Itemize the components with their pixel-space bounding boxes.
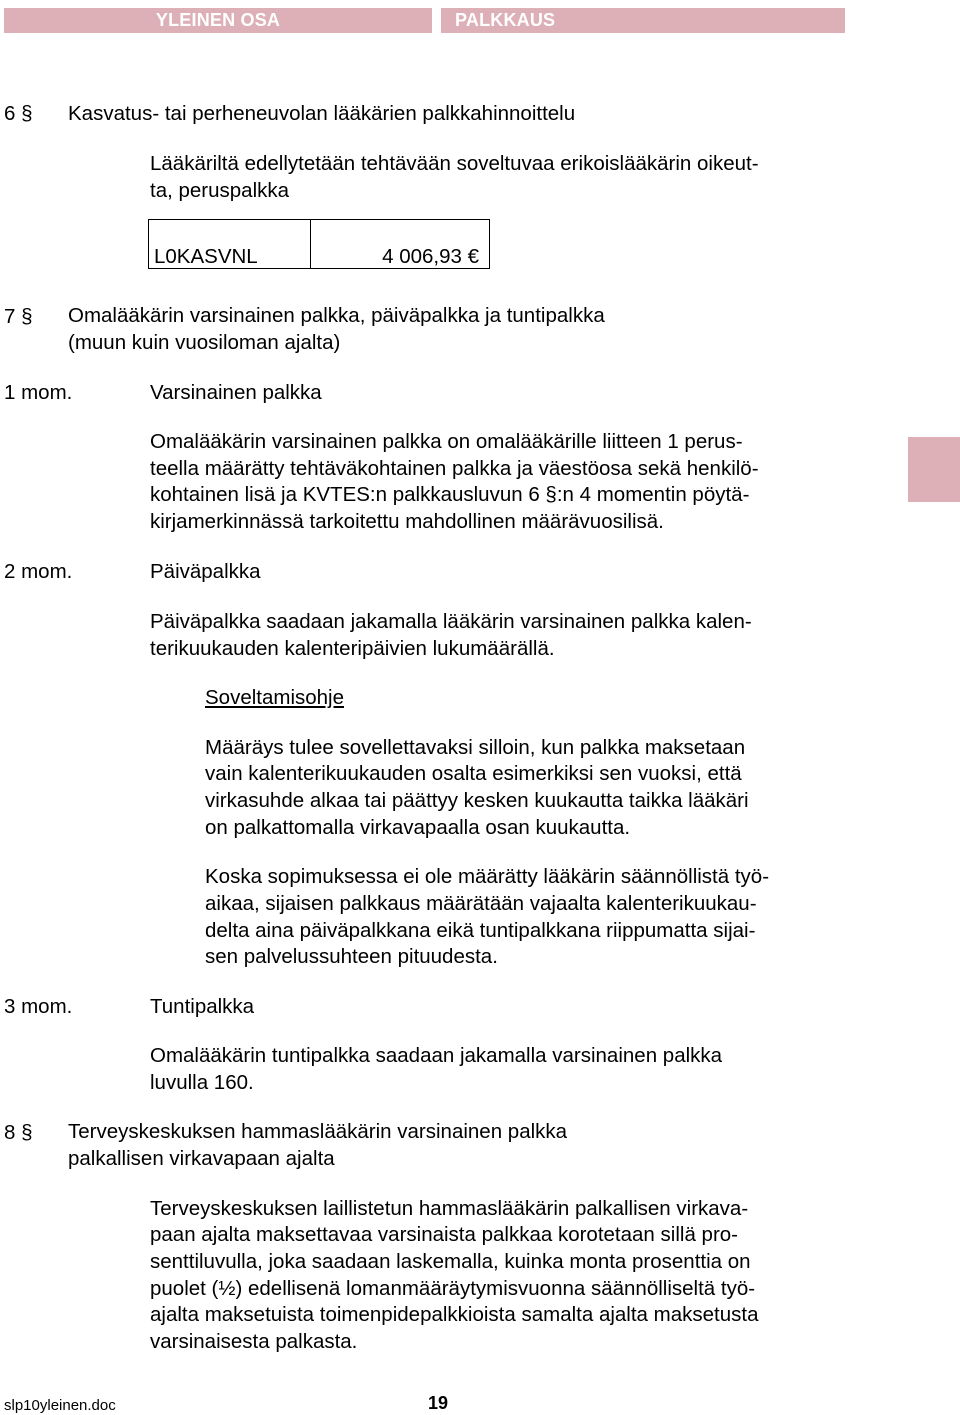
moment-2-line: terikuukauden kalenteripäivien lukumäärällä. xyxy=(150,637,555,660)
salary-code: L0KASVNL xyxy=(154,245,258,268)
side-tab-marker xyxy=(908,437,960,502)
application-note-p2-line: sen palvelussuhteen pituudesta. xyxy=(205,945,498,968)
section-8-title-line: Terveyskeskuksen hammaslääkärin varsinainen palkka xyxy=(68,1120,568,1143)
moment-2-line: Päiväpalkka saadaan jakamalla lääkärin varsinainen palkka kalen- xyxy=(150,610,752,633)
moment-1-label: 1 mom. xyxy=(4,381,73,404)
section-8-line: paan ajalta maksettavaa varsinaista palkkaa korotetaan sillä pro- xyxy=(150,1223,738,1246)
application-note-title: Soveltamisohje xyxy=(205,686,345,709)
section-8-line: puolet (½) edellisenä lomanmääräytymisvuonna säännölliseltä työ- xyxy=(150,1277,756,1300)
application-note-p1-line: vain kalenterikuukauden osalta esimerkiksi sen vuoksi, että xyxy=(205,762,742,785)
section-8-line: varsinaisesta palkasta. xyxy=(150,1330,358,1353)
moment-2-label: 2 mom. xyxy=(4,560,73,583)
section-6-title: Kasvatus- tai perheneuvolan lääkärien palkkahinnoittelu xyxy=(68,102,576,125)
application-note-p2-line: aikaa, sijaisen palkkaus määrätään vajaalta kalenterikuukau- xyxy=(205,892,757,915)
section-6-text-line: Lääkäriltä edellytetään tehtävään soveltuvaa erikoislääkärin oikeut- xyxy=(150,152,759,175)
table-divider xyxy=(310,220,311,268)
application-note-p1-line: Määräys tulee sovellettavaksi silloin, kun palkka maksetaan xyxy=(205,736,746,759)
salary-amount: 4 006,93 € xyxy=(382,245,479,268)
moment-1-line: kohtainen lisä ja KVTES:n palkkausluvun 6 §:n 4 momentin pöytä- xyxy=(150,483,750,506)
section-6-number: 6 § xyxy=(4,102,33,125)
section-8-line: senttiluvulla, joka saadaan laskemalla, kuinka monta prosenttia on xyxy=(150,1250,751,1273)
moment-3-line: luvulla 160. xyxy=(150,1071,254,1094)
application-note-p1-line: on palkattomalla virkavapaalla osan kuukautta. xyxy=(205,816,631,839)
section-7-number: 7 § xyxy=(4,305,33,328)
moment-3-line: Omalääkärin tuntipalkka saadaan jakamalla varsinainen palkka xyxy=(150,1044,723,1067)
footer-filename: slp10yleinen.doc xyxy=(4,1397,116,1414)
moment-3-title: Tuntipalkka xyxy=(150,995,255,1018)
section-8-line: ajalta maksetuista toimenpidepalkkioista samalta ajalta maksetusta xyxy=(150,1303,759,1326)
footer-page-number: 19 xyxy=(428,1393,449,1413)
section-7-title-line: (muun kuin vuosiloman ajalta) xyxy=(68,331,341,354)
section-6-text-line: ta, peruspalkka xyxy=(150,179,290,202)
moment-1-line: kirjamerkinnässä tarkoitettu mahdollinen määrävuosilisä. xyxy=(150,510,664,533)
section-8-title-line: palkallisen virkavapaan ajalta xyxy=(68,1147,335,1170)
application-note-p2-line: delta aina päiväpalkkana eikä tuntipalkkana riippumatta sijai- xyxy=(205,919,756,942)
moment-1-line: teella määrätty tehtäväkohtainen palkka ja väestöosa sekä henkilö- xyxy=(150,457,759,480)
moment-1-line: Omalääkärin varsinainen palkka on omalääkärille liitteen 1 perus- xyxy=(150,430,743,453)
section-8-number: 8 § xyxy=(4,1121,33,1144)
section-8-line: Terveyskeskuksen laillistetun hammaslääkärin palkallisen virkava- xyxy=(150,1197,749,1220)
header-tab-yleinen-osa: YLEINEN OSA xyxy=(4,8,432,33)
application-note-p1-line: virkasuhde alkaa tai päättyy kesken kuukautta taikka lääkäri xyxy=(205,789,749,812)
moment-2-title: Päiväpalkka xyxy=(150,560,261,583)
moment-3-label: 3 mom. xyxy=(4,995,73,1018)
application-note-p2-line: Koska sopimuksessa ei ole määrätty lääkärin säännöllistä työ- xyxy=(205,865,770,888)
salary-code-table xyxy=(148,219,490,269)
section-7-title-line: Omalääkärin varsinainen palkka, päiväpalkka ja tuntipalkka xyxy=(68,304,605,327)
header-tab-palkkaus: PALKKAUS xyxy=(441,8,845,33)
moment-1-title: Varsinainen palkka xyxy=(150,381,322,404)
